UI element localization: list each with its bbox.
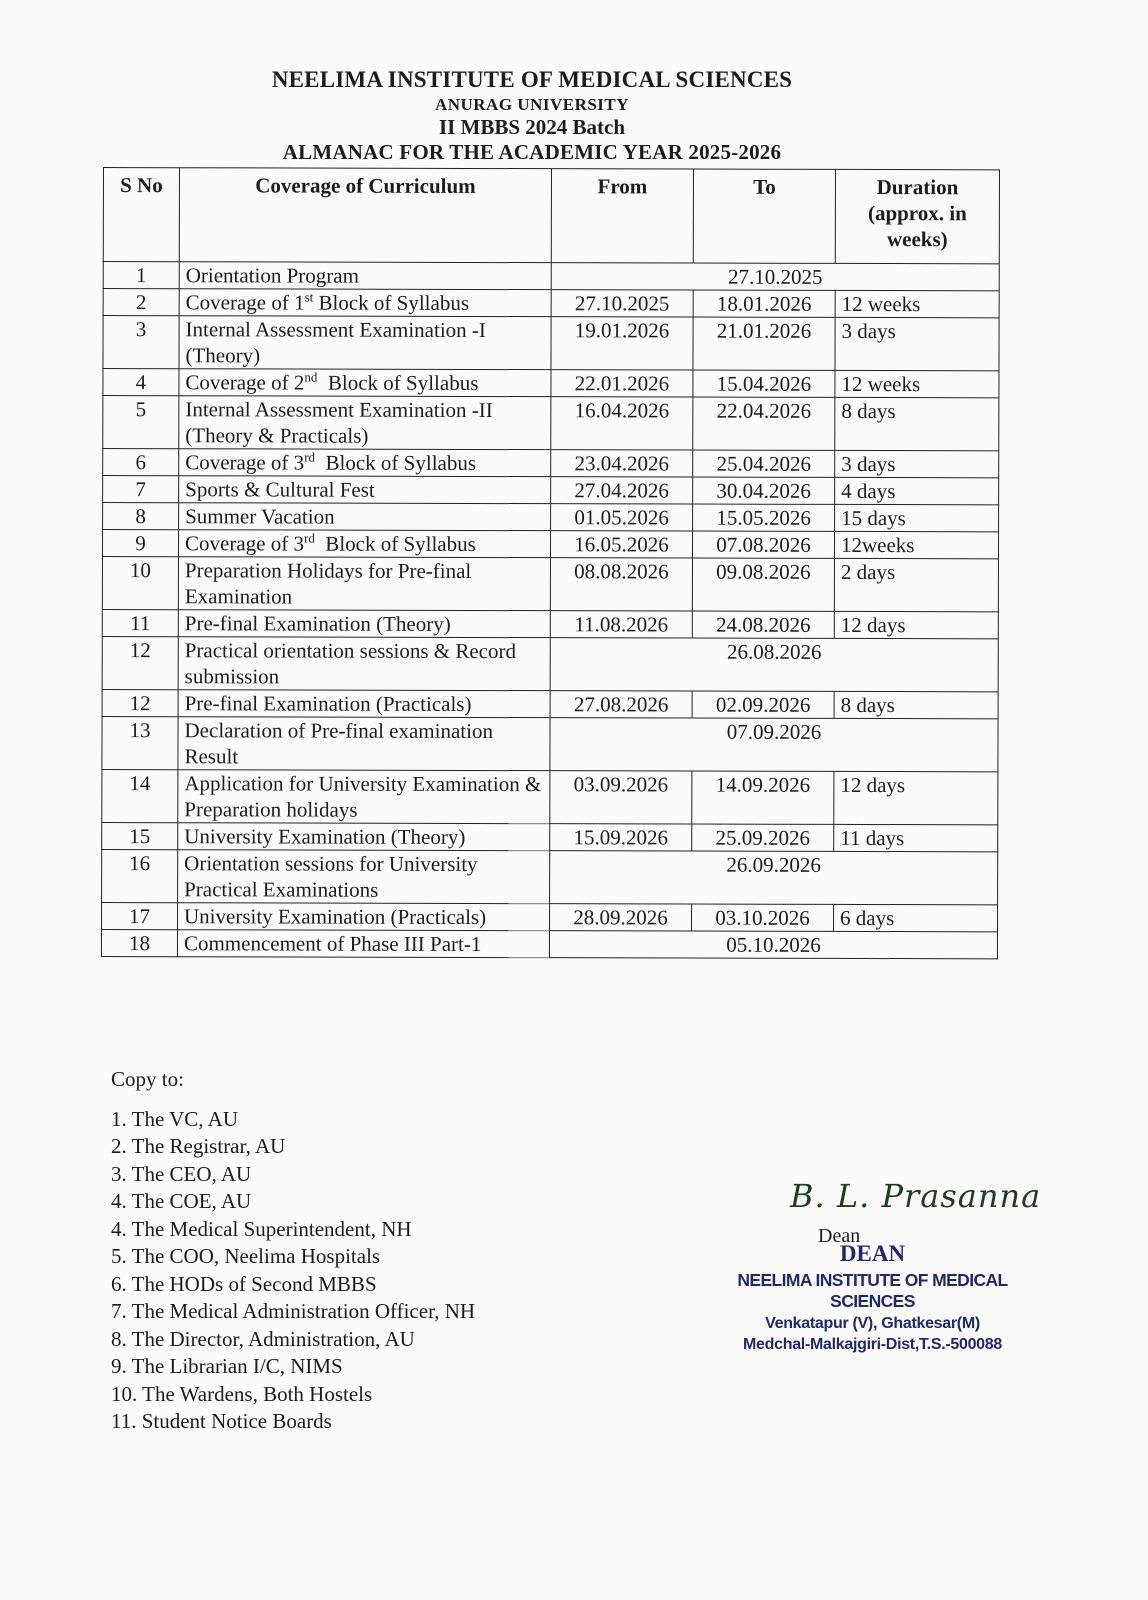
cell-duration: 4 days [835,477,999,504]
table-row [103,289,999,318]
institute-name: NEELIMA INSTITUTE OF MEDICAL SCIENCES [271,67,793,92]
cell-from: 01.05.2026 [551,504,693,531]
stamp-title: DEAN [839,1241,906,1266]
cell-sno: 12 [102,636,178,689]
document-title: ALMANAC FOR THE ACADEMIC YEAR 2025-2026 [282,140,782,164]
document-header [0,68,1064,163]
cell-date: 27.10.2025 [551,263,999,291]
cell-duration: 3 days [835,317,999,370]
cell-from: 15.09.2026 [550,824,692,851]
cell-from: 27.10.2025 [551,290,693,317]
cell-sno: 9 [102,530,178,557]
cell-date: 26.09.2026 [550,851,998,905]
cell-sno: 14 [102,769,178,822]
cell-from: 19.01.2026 [551,317,693,370]
cell-duration: 12 weeks [835,290,999,317]
column-header-from: From [551,169,693,263]
cell-duration: 11 days [834,824,998,851]
cell-sno: 10 [102,557,178,610]
table-row [102,689,998,718]
copy-to-title: Copy to: [111,1067,184,1091]
cell-sno: 2 [103,289,179,316]
table-row [102,822,998,851]
copy-to-item: 6. The HODs of Second MBBS [111,1271,377,1296]
copy-to-item: 5. The COO, Neelima Hospitals [111,1244,381,1268]
university-name: ANURAG UNIVERSITY [434,95,630,114]
cell-date: 26.08.2026 [550,638,998,692]
cell-coverage: Commencement of Phase III Part-1 [177,930,549,958]
copy-to-item: 2. The Registrar, AU [111,1134,286,1158]
cell-sno: 5 [103,396,179,449]
table-body [101,262,999,959]
copy-to-item: 10. The Wardens, Both Hostels [111,1381,373,1406]
cell-duration: 2 days [834,558,998,611]
cell-duration: 3 days [835,450,999,477]
cell-coverage [179,449,551,477]
table-row [103,503,999,532]
ordinal-suffix: st [304,289,314,305]
copy-to-item: 4. The COE, AU [111,1189,252,1213]
cell-duration: 12 days [834,611,998,638]
coverage-text: Coverage of 2 [185,370,305,395]
cell-to: 14.09.2026 [692,771,834,824]
table-row [102,530,998,559]
cell-sno: 16 [102,849,178,902]
cell-sno: 18 [101,929,177,956]
ordinal-suffix: nd [304,369,318,385]
column-header-coverage: Coverage of Curriculum [179,168,551,263]
cell-coverage: Pre-final Examination (Practicals) [178,690,550,718]
table-row [103,396,999,451]
cell-duration: 12weeks [834,531,998,558]
cell-from: 23.04.2026 [551,450,693,477]
cell-to: 30.04.2026 [693,477,835,504]
coverage-text: Block of Syllabus [315,450,477,475]
cell-coverage: Internal Assessment Examination -I (Theory) [179,316,551,370]
cell-duration: 15 days [835,504,999,531]
table-row [103,316,999,371]
table-header-row [103,168,999,264]
cell-from: 08.08.2026 [550,558,692,611]
copy-to-item: 9. The Librarian I/C, NIMS [111,1354,343,1378]
cell-coverage: University Examination (Theory) [178,823,550,851]
stamp-institute: NEELIMA INSTITUTE OF MEDICAL SCIENCES [737,1270,1008,1311]
cell-sno: 11 [102,609,178,636]
coverage-text: Block of Syllabus [313,290,470,315]
cell-to: 25.04.2026 [693,450,835,477]
stamp-address-line-2: Medchal-Malkajgiri-Dist,T.S.-500088 [743,1336,1002,1353]
copy-to-item: 8. The Director, Administration, AU [111,1326,415,1351]
cell-sno: 8 [103,503,179,530]
coverage-text: Coverage of 1 [185,290,305,315]
cell-from: 16.04.2026 [551,397,693,450]
cell-coverage [179,369,551,397]
dean-signature: B. L. Prasanna [790,1177,1042,1215]
cell-duration: 12 days [834,771,998,824]
cell-sno: 7 [103,476,179,503]
table-row [103,449,999,478]
cell-sno: 17 [102,902,178,929]
copy-to-item: 1. The VC, AU [111,1106,238,1131]
batch-label: II MBBS 2024 Batch [438,115,626,139]
cell-from: 28.09.2026 [550,904,692,931]
cell-to: 15.04.2026 [693,370,835,397]
cell-sno: 3 [103,316,179,369]
cell-sno: 4 [103,369,179,396]
table-row [102,849,998,904]
cell-to: 09.08.2026 [692,558,834,611]
table-row [102,716,998,771]
cell-coverage: Orientation sessions for University Practical Examinations [178,850,550,904]
coverage-text: Coverage of 3 [184,531,305,556]
cell-duration: 6 days [834,904,998,931]
table-row [102,557,998,612]
cell-to: 15.05.2026 [693,504,835,531]
column-header-duration: Duration (approx. in weeks) [835,169,999,263]
table-row [102,769,998,824]
table-row [103,476,999,505]
cell-from: 03.09.2026 [550,771,692,824]
cell-coverage: Pre-final Examination (Theory) [178,610,550,638]
coverage-text: Block of Syllabus [317,370,479,395]
dean-designation: Dean [818,1225,861,1247]
table-row [103,262,999,291]
cell-coverage: University Examination (Practicals) [178,903,550,931]
copy-to-item: 4. The Medical Superintendent, NH [111,1216,412,1241]
cell-from: 27.08.2026 [550,691,692,718]
cell-sno: 15 [102,822,178,849]
almanac-table [101,167,1000,959]
cell-coverage: Sports & Cultural Fest [179,476,551,504]
cell-from: 27.04.2026 [551,477,693,504]
cell-to: 02.09.2026 [692,691,834,718]
cell-coverage: Preparation Holidays for Pre-final Examination [178,557,550,611]
coverage-text: Coverage of 3 [185,450,305,475]
cell-to: 18.01.2026 [693,290,835,317]
cell-sno: 1 [103,262,179,289]
table-row [102,636,998,691]
cell-coverage [179,289,551,317]
cell-from: 16.05.2026 [550,531,692,558]
cell-to: 22.04.2026 [693,397,835,450]
coverage-text: Block of Syllabus [314,531,476,556]
ordinal-suffix: rd [303,530,315,546]
table-row [101,929,997,958]
column-header-sno: S No [103,168,179,262]
cell-coverage: Practical orientation sessions & Record submission [178,637,550,691]
cell-coverage: Application for University Examination & Preparation holidays [178,770,550,824]
table-row [102,609,998,638]
official-stamp [700,1241,1045,1357]
cell-date: 07.09.2026 [550,718,998,772]
cell-duration: 8 days [834,691,998,718]
table-row [102,902,998,931]
cell-sno: 13 [102,716,178,769]
cell-to: 24.08.2026 [692,611,834,638]
cell-to: 25.09.2026 [692,824,834,851]
cell-date: 05.10.2026 [549,931,997,959]
cell-sno: 6 [103,449,179,476]
cell-sno: 12 [102,689,178,716]
stamp-address-line-1: Venkatapur (V), Ghatkesar(M) [765,1315,980,1332]
cell-to: 03.10.2026 [692,904,834,931]
cell-coverage: Orientation Program [179,262,551,290]
cell-from: 11.08.2026 [550,611,692,638]
copy-to-item: 11. Student Notice Boards [111,1409,332,1433]
cell-duration: 8 days [835,397,999,450]
table-row [103,369,999,398]
cell-to: 21.01.2026 [693,317,835,370]
cell-from: 22.01.2026 [551,370,693,397]
cell-duration: 12 weeks [835,370,999,397]
column-header-to: To [693,169,835,263]
copy-to-list [111,1106,475,1436]
copy-to-item: 7. The Medical Administration Officer, NH [111,1299,476,1323]
cell-coverage: Declaration of Pre-final examination Result [178,717,550,771]
copy-to-item: 3. The CEO, AU [111,1161,252,1186]
cell-coverage: Internal Assessment Examination -II (Theory & Practicals) [179,396,551,450]
ordinal-suffix: rd [304,449,316,465]
cell-to: 07.08.2026 [692,531,834,558]
copy-to-section [111,1066,475,1436]
cell-coverage [178,530,550,558]
cell-coverage: Summer Vacation [179,503,551,531]
